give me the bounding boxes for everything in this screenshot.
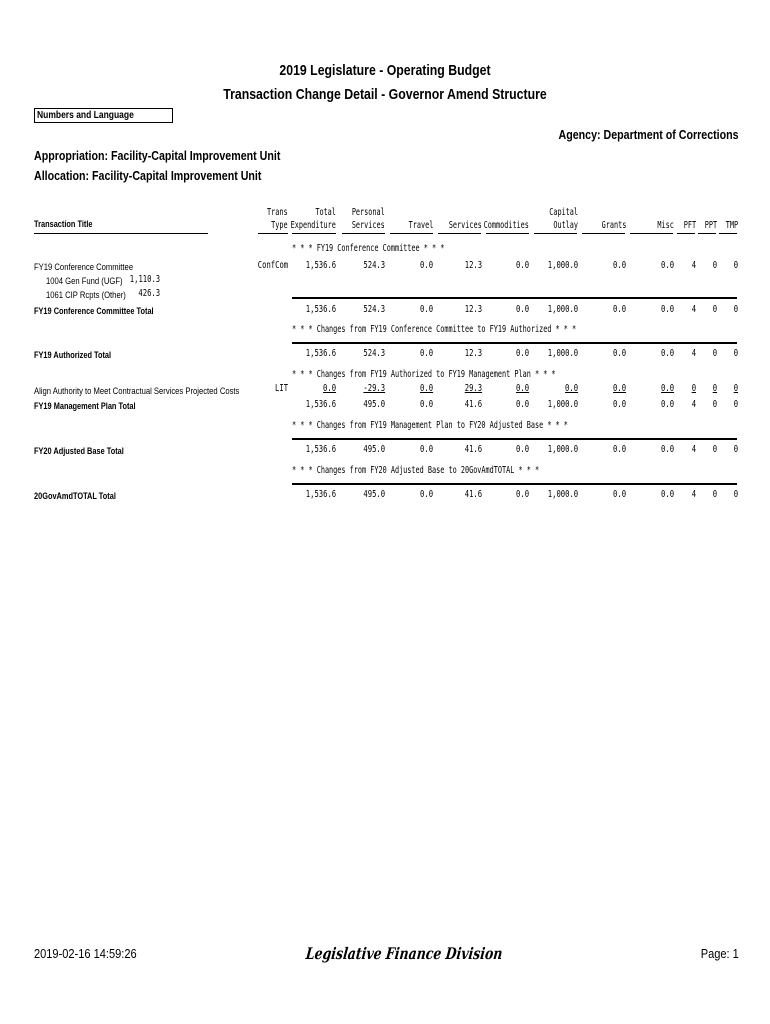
cell-capital: 1,000.0 bbox=[547, 260, 578, 271]
cell-tmp: 0 bbox=[733, 489, 738, 500]
cell-tmp: 0 bbox=[733, 348, 738, 359]
cell-travel: 0.0 bbox=[419, 348, 433, 359]
column-header-ppt: PPT bbox=[704, 220, 717, 231]
column-header-tmp: TMP bbox=[725, 220, 738, 231]
cell-commodities: 0.0 bbox=[515, 444, 529, 455]
cell-personal: -29.3 bbox=[363, 383, 385, 394]
cell-services: 41.6 bbox=[464, 444, 482, 455]
cell-travel: 0.0 bbox=[419, 304, 433, 315]
cell-commodities: 0.0 bbox=[515, 260, 529, 271]
cell-pft: 4 bbox=[691, 444, 696, 455]
cell-total: 0.0 bbox=[322, 383, 336, 394]
cell-personal: 524.3 bbox=[363, 348, 385, 359]
fund-source-name: 1004 Gen Fund (UGF) bbox=[46, 276, 123, 286]
section-box-label: Numbers and Language bbox=[34, 108, 173, 123]
appropriation-label: Appropriation: Facility-Capital Improvement Unit bbox=[34, 148, 281, 163]
row-title-align-authority: Align Authority to Meet Contractual Services Projected Costs bbox=[34, 386, 240, 396]
cell-services: 41.6 bbox=[464, 489, 482, 500]
cell-grants: 0.0 bbox=[612, 304, 626, 315]
cell-services: 41.6 bbox=[464, 399, 482, 410]
cell-misc: 0.0 bbox=[660, 383, 674, 394]
cell-commodities: 0.0 bbox=[515, 304, 529, 315]
column-header-trans-type: Trans Type bbox=[267, 207, 288, 231]
cell-pft: 4 bbox=[691, 304, 696, 315]
cell-total: 1,536.6 bbox=[305, 348, 336, 359]
row-title-mgmt-plan-total: FY19 Management Plan Total bbox=[34, 401, 136, 411]
column-header-services: Services bbox=[449, 220, 482, 231]
row-title-govamd-total: 20GovAmdTOTAL Total bbox=[34, 491, 116, 501]
cell-grants: 0.0 bbox=[612, 383, 626, 394]
cell-travel: 0.0 bbox=[419, 489, 433, 500]
cell-personal: 524.3 bbox=[363, 260, 385, 271]
cell-services: 12.3 bbox=[464, 348, 482, 359]
cell-travel: 0.0 bbox=[419, 444, 433, 455]
row-type-conf-committee: ConfCom bbox=[257, 260, 288, 271]
footer-page-number: Page: 1 bbox=[700, 946, 739, 961]
report-title: 2019 Legislature - Operating Budget bbox=[279, 62, 491, 79]
report-subtitle: Transaction Change Detail - Governor Amend Structure bbox=[223, 86, 547, 103]
footer-division-logo: Legislative Finance Division bbox=[304, 944, 504, 963]
column-header-grants: Grants bbox=[601, 220, 626, 231]
section-banner-mgmt-plan: * * * Changes from FY19 Authorized to FY19 Management Plan * * * bbox=[292, 369, 556, 380]
cell-personal: 495.0 bbox=[363, 444, 385, 455]
cell-grants: 0.0 bbox=[612, 444, 626, 455]
cell-pft: 0 bbox=[691, 383, 696, 394]
cell-travel: 0.0 bbox=[419, 383, 433, 394]
agency-label: Agency: Department of Corrections bbox=[558, 127, 739, 142]
column-header-title: Transaction Title bbox=[34, 219, 93, 229]
cell-total: 1,536.6 bbox=[305, 260, 336, 271]
section-banner-adjusted-base: * * * Changes from FY19 Management Plan to FY20 Adjusted Base * * * bbox=[292, 420, 568, 431]
cell-personal: 524.3 bbox=[363, 304, 385, 315]
cell-misc: 0.0 bbox=[660, 304, 674, 315]
cell-travel: 0.0 bbox=[419, 260, 433, 271]
cell-grants: 0.0 bbox=[612, 489, 626, 500]
cell-misc: 0.0 bbox=[660, 444, 674, 455]
cell-services: 12.3 bbox=[464, 304, 482, 315]
cell-misc: 0.0 bbox=[660, 260, 674, 271]
cell-grants: 0.0 bbox=[612, 260, 626, 271]
cell-total: 1,536.6 bbox=[305, 444, 336, 455]
column-header-total: Total Expenditure bbox=[290, 207, 336, 231]
cell-capital: 1,000.0 bbox=[547, 399, 578, 410]
cell-pft: 4 bbox=[691, 348, 696, 359]
section-banner-authorized: * * * Changes from FY19 Conference Committee to FY19 Authorized * * * bbox=[292, 324, 577, 335]
cell-misc: 0.0 bbox=[660, 489, 674, 500]
cell-capital: 1,000.0 bbox=[547, 348, 578, 359]
cell-total: 1,536.6 bbox=[305, 399, 336, 410]
cell-services: 29.3 bbox=[464, 383, 482, 394]
section-banner-govamd: * * * Changes from FY20 Adjusted Base to 20GovAmdTOTAL * * * bbox=[292, 465, 540, 476]
cell-misc: 0.0 bbox=[660, 348, 674, 359]
cell-capital: 1,000.0 bbox=[547, 304, 578, 315]
cell-pft: 4 bbox=[691, 399, 696, 410]
cell-tmp: 0 bbox=[733, 399, 738, 410]
cell-grants: 0.0 bbox=[612, 348, 626, 359]
cell-grants: 0.0 bbox=[612, 399, 626, 410]
cell-commodities: 0.0 bbox=[515, 348, 529, 359]
column-header-commodities: Commodities bbox=[483, 220, 529, 231]
cell-pft: 4 bbox=[691, 260, 696, 271]
column-header-travel: Travel bbox=[408, 220, 433, 231]
cell-total: 1,536.6 bbox=[305, 489, 336, 500]
cell-total: 1,536.6 bbox=[305, 304, 336, 315]
cell-capital: 1,000.0 bbox=[547, 489, 578, 500]
fund-source-name: 1061 CIP Rcpts (Other) bbox=[46, 290, 126, 300]
cell-tmp: 0 bbox=[733, 383, 738, 394]
column-header-capital: Capital Outlay bbox=[549, 207, 578, 231]
cell-pft: 4 bbox=[691, 489, 696, 500]
cell-travel: 0.0 bbox=[419, 399, 433, 410]
cell-ppt: 0 bbox=[712, 304, 717, 315]
cell-services: 12.3 bbox=[464, 260, 482, 271]
footer-timestamp: 2019-02-16 14:59:26 bbox=[34, 946, 137, 961]
row-title-adjusted-base-total: FY20 Adjusted Base Total bbox=[34, 446, 124, 456]
cell-ppt: 0 bbox=[712, 489, 717, 500]
cell-capital: 1,000.0 bbox=[547, 444, 578, 455]
row-title-conf-total: FY19 Conference Committee Total bbox=[34, 306, 154, 316]
section-banner-conf-committee: * * * FY19 Conference Committee * * * bbox=[292, 243, 445, 254]
fund-source-amount: 1,110.3 bbox=[129, 274, 160, 285]
column-header-personal: Personal Services bbox=[352, 207, 385, 231]
cell-tmp: 0 bbox=[733, 444, 738, 455]
cell-tmp: 0 bbox=[733, 260, 738, 271]
cell-tmp: 0 bbox=[733, 304, 738, 315]
cell-commodities: 0.0 bbox=[515, 489, 529, 500]
cell-ppt: 0 bbox=[712, 260, 717, 271]
row-title-authorized-total: FY19 Authorized Total bbox=[34, 350, 112, 360]
row-type-align-authority: LIT bbox=[274, 383, 288, 394]
cell-personal: 495.0 bbox=[363, 489, 385, 500]
cell-personal: 495.0 bbox=[363, 399, 385, 410]
cell-ppt: 0 bbox=[712, 383, 717, 394]
column-header-misc: Misc bbox=[657, 220, 674, 231]
column-header-pft: PFT bbox=[683, 220, 696, 231]
cell-ppt: 0 bbox=[712, 348, 717, 359]
cell-ppt: 0 bbox=[712, 444, 717, 455]
cell-misc: 0.0 bbox=[660, 399, 674, 410]
cell-commodities: 0.0 bbox=[515, 383, 529, 394]
row-title-conf-committee: FY19 Conference Committee bbox=[34, 262, 134, 272]
allocation-label: Allocation: Facility-Capital Improvement Unit bbox=[34, 168, 262, 183]
fund-source-amount: 426.3 bbox=[138, 288, 160, 299]
cell-ppt: 0 bbox=[712, 399, 717, 410]
cell-commodities: 0.0 bbox=[515, 399, 529, 410]
cell-capital: 0.0 bbox=[564, 383, 578, 394]
